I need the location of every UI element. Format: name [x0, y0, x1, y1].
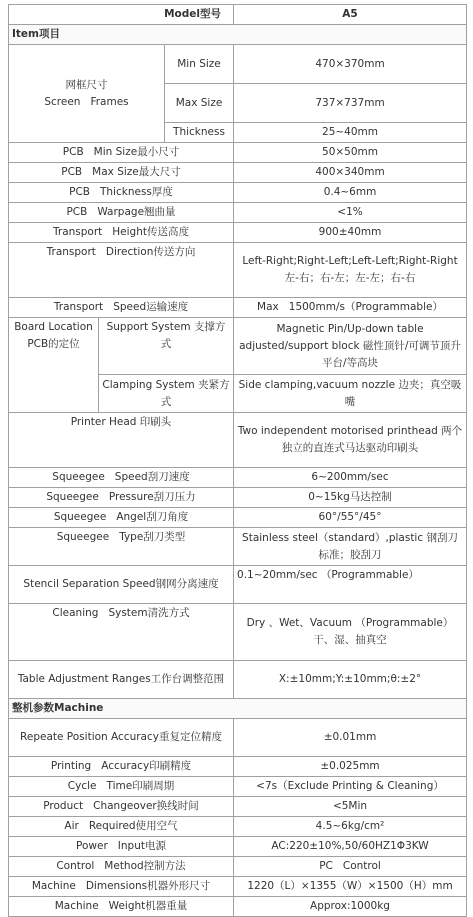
row-label: Squeegee Speed刮刀速度	[9, 468, 234, 488]
section-item: Item项目	[9, 25, 467, 45]
row-value: Max 1500mm/s（Programmable）	[234, 298, 467, 318]
screen-frame-label-en: Screen Frames	[44, 95, 129, 108]
header-model: Model型号	[9, 5, 234, 25]
row-value: 6~200mm/sec	[234, 468, 467, 488]
row-value: 900±40mm	[234, 223, 467, 243]
row-value: 0.1~20mm/sec （Programmable）	[234, 566, 467, 604]
row-label: PCB Warpage翘曲量	[9, 203, 234, 223]
row-value: Stainless steel（standard）,plastic 钢刮刀标准；胶刮刀	[234, 528, 467, 566]
section-machine: 整机参数Machine	[9, 699, 467, 719]
row-label: Cycle Time印刷周期	[9, 777, 234, 797]
clamping-system-label: Clamping System 夹紧方式	[99, 375, 234, 413]
row-value: 0~15kg马达控制	[234, 488, 467, 508]
spec-table	[8, 4, 467, 917]
support-system-value: Magnetic Pin/Up-down table adjusted/support block 磁性顶针/可调节顶升平台/等高块	[234, 318, 467, 375]
row-value: Dry 、Wet、Vacuum （Programmable） 干、湿、抽真空	[234, 604, 467, 661]
support-system-label: Support System 支撑方式	[99, 318, 234, 375]
clamping-system-value: Side clamping,vacuum nozzle 边夹；真空吸嘴	[234, 375, 467, 413]
row-label: Control Method控制方法	[9, 857, 234, 877]
row-label: Cleaning System清洗方式	[9, 604, 234, 661]
row-label: Transport Direction传送方向	[9, 243, 234, 298]
row-label: PCB Min Size最小尺寸	[9, 143, 234, 163]
min-size-label: Min Size	[165, 45, 234, 84]
row-value: ±0.01mm	[234, 719, 467, 757]
row-label: Machine Weight机器重量	[9, 897, 234, 917]
row-label: Printing Accuracy印刷精度	[9, 757, 234, 777]
row-label: Product Changeover换线时间	[9, 797, 234, 817]
row-label: Squeegee Type刮刀类型	[9, 528, 234, 566]
row-value: 0.4~6mm	[234, 183, 467, 203]
row-label: Repeate Position Accuracy重复定位精度	[9, 719, 234, 757]
row-value: 400×340mm	[234, 163, 467, 183]
row-label: Printer Head 印刷头	[9, 413, 234, 468]
row-label: Table Adjustment Ranges工作台调整范围	[9, 661, 234, 699]
row-value: 50×50mm	[234, 143, 467, 163]
row-value: ±0.025mm	[234, 757, 467, 777]
row-value: <5Min	[234, 797, 467, 817]
thickness-value: 25~40mm	[234, 123, 467, 143]
row-value: X:±10mm;Y:±10mm;θ:±2°	[234, 661, 467, 699]
row-value: Approx:1000kg	[234, 897, 467, 917]
row-label: Stencil Separation Speed钢网分离速度	[9, 566, 234, 604]
row-label: Power Input电源	[9, 837, 234, 857]
row-label: Squeegee Pressure刮刀压力	[9, 488, 234, 508]
row-label: Air Required使用空气	[9, 817, 234, 837]
row-value: AC:220±10%,50/60HZ1Φ3KW	[234, 837, 467, 857]
thickness-label: Thickness	[165, 123, 234, 143]
board-location-label: Board Location PCB的定位	[9, 318, 99, 413]
row-label: PCB Max Size最大尺寸	[9, 163, 234, 183]
row-value: Two independent motorised printhead 两个独立的直连式马达驱动印刷头	[234, 413, 467, 468]
row-value: Left-Right;Right-Left;Left-Left;Right-Right 左-右；右-左；左-左；右-右	[234, 243, 467, 298]
max-size-label: Max Size	[165, 84, 234, 123]
row-label: Machine Dimensions机器外形尺寸	[9, 877, 234, 897]
header-model-value: A5	[234, 5, 467, 25]
row-label: Transport Height传送高度	[9, 223, 234, 243]
min-size-value: 470×370mm	[234, 45, 467, 84]
row-label: PCB Thickness厚度	[9, 183, 234, 203]
screen-frame-label-cn: 网框尺寸	[65, 78, 108, 91]
row-value: <1%	[234, 203, 467, 223]
screen-frame-label	[9, 45, 165, 143]
max-size-value: 737×737mm	[234, 84, 467, 123]
row-value: PC Control	[234, 857, 467, 877]
row-label: Transport Speed运输速度	[9, 298, 234, 318]
row-value: 60°/55°/45°	[234, 508, 467, 528]
row-value: <7s（Exclude Printing & Cleaning）	[234, 777, 467, 797]
row-value: 4.5~6kg/cm²	[234, 817, 467, 837]
row-value: 1220（L）×1355（W）×1500（H）mm	[234, 877, 467, 897]
row-label: Squeegee Angel刮刀角度	[9, 508, 234, 528]
